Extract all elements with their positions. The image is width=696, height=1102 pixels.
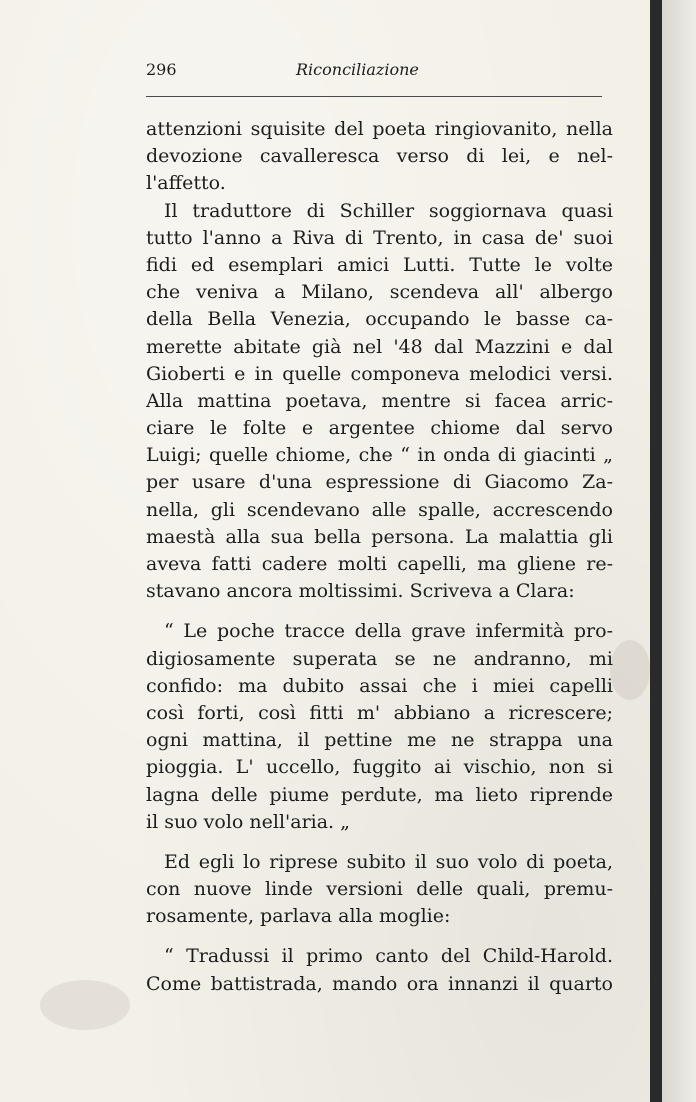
text-line: fidi ed esemplari amici Lutti. Tutte le volte bbox=[146, 253, 613, 276]
body-text bbox=[146, 116, 613, 998]
page-header bbox=[146, 58, 602, 88]
text-line: stavano ancora moltissimi. Scriveva a Clara: bbox=[146, 580, 575, 603]
text-line: Come battistrada, mando ora innanzi il quarto bbox=[146, 972, 613, 995]
book-spine-shadow bbox=[650, 0, 662, 1102]
paper-stain bbox=[40, 980, 130, 1030]
text-line: maestà alla sua bella persona. La malattia gli bbox=[146, 525, 613, 548]
text-line: Ed egli lo riprese subito il suo volo di poeta, bbox=[164, 850, 613, 873]
text-line: così forti, così fitti m' abbiano a ricrescere; bbox=[146, 701, 613, 724]
paragraph-gap bbox=[146, 605, 613, 618]
paragraph-gap bbox=[146, 836, 613, 849]
text-line: con nuove linde versioni delle quali, premu- bbox=[146, 878, 613, 901]
text-line: Il traduttore di Schiller soggiornava quasi bbox=[164, 199, 613, 222]
running-title: Riconciliazione bbox=[296, 60, 419, 79]
text-line: rosamente, parlava alla moglie: bbox=[146, 905, 451, 928]
text-line: attenzioni squisite del poeta ringiovanito, nella bbox=[146, 118, 613, 140]
header-rule bbox=[146, 96, 602, 97]
text-line: Gioberti e in quelle componeva melodici versi. bbox=[146, 362, 613, 385]
text-line: devozione cavalleresca verso di lei, e nel- bbox=[146, 145, 613, 168]
text-line: “ Tradussi il primo canto del Child-Harold. bbox=[164, 945, 613, 968]
text-line: lagna delle piume perdute, ma lieto riprende bbox=[146, 783, 613, 806]
text-line: tutto l'anno a Riva di Trento, in casa de' suoi bbox=[146, 226, 613, 249]
paper-stain bbox=[610, 640, 650, 700]
text-line: ciare le folte e argentee chiome dal servo bbox=[146, 417, 613, 440]
text-line: che veniva a Milano, scendeva all' albergo bbox=[146, 281, 613, 304]
text-line: confido: ma dubito assai che i miei capelli bbox=[146, 674, 613, 697]
text-line: l'affetto. bbox=[146, 172, 226, 195]
text-line: aveva fatti cadere molti capelli, ma gliene re- bbox=[146, 553, 613, 575]
page-number: 296 bbox=[146, 60, 177, 79]
text-line: della Bella Venezia, occupando le basse ca- bbox=[146, 308, 613, 331]
text-line: ogni mattina, il pettine me ne strappa una bbox=[146, 729, 613, 752]
text-line: nella, gli scendevano alle spalle, accrescendo bbox=[146, 498, 613, 521]
text-line: per usare d'una espressione di Giacomo Za- bbox=[146, 471, 613, 494]
text-line: “ Le poche tracce della grave infermità pro- bbox=[164, 620, 613, 643]
text-line: il suo volo nell'aria. „ bbox=[146, 810, 350, 833]
text-line: Luigi; quelle chiome, che “ in onda di giacinti „ bbox=[146, 444, 613, 467]
text-line: merette abitate già nel '48 dal Mazzini e dal bbox=[146, 335, 613, 358]
text-line: digiosamente superata se ne andranno, mi bbox=[146, 647, 613, 670]
page-edge bbox=[662, 0, 696, 1102]
text-line: Alla mattina poetava, mentre si facea arric- bbox=[146, 389, 613, 412]
paragraph-gap bbox=[146, 930, 613, 943]
text-line: pioggia. L' uccello, fuggito ai vischio, non si bbox=[146, 756, 613, 779]
